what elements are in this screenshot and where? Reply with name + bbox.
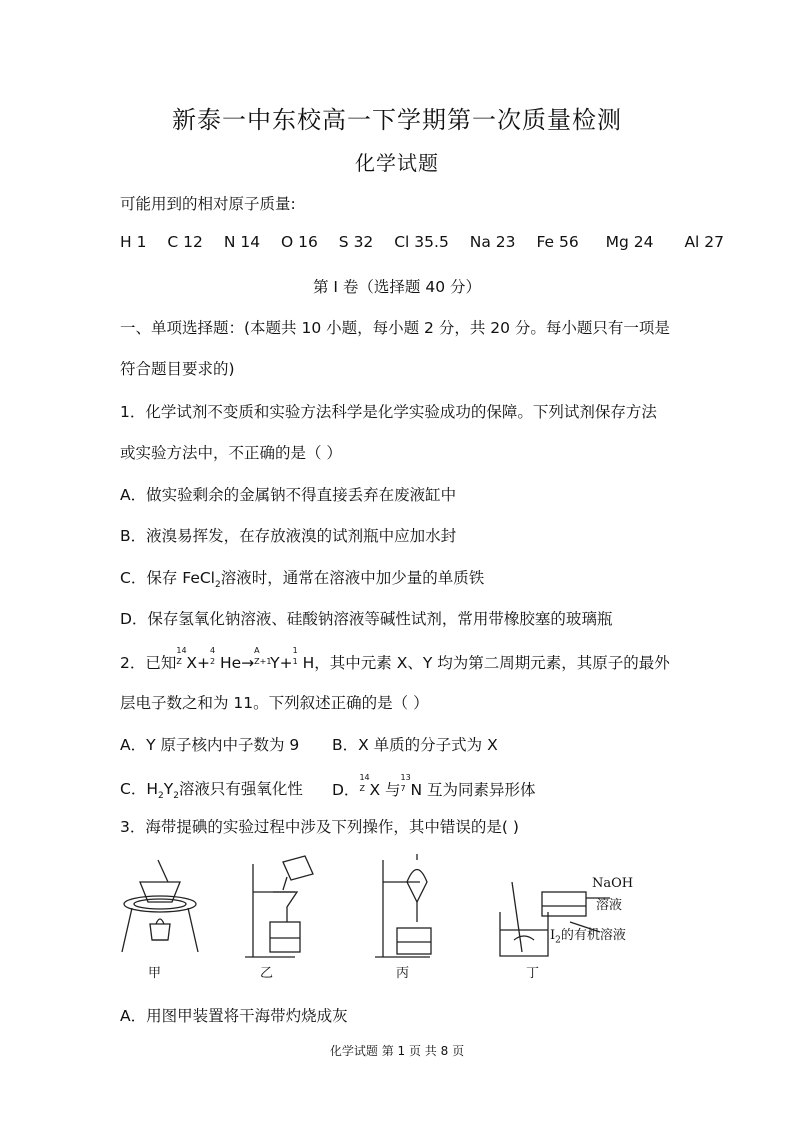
q2-option-d xyxy=(332,773,536,800)
atomic-number: Z xyxy=(176,657,182,666)
atomic-number: Z xyxy=(359,784,365,793)
q3-stem: 3．海带提碘的实验过程中涉及下列操作，其中错误的是( ) xyxy=(120,818,519,836)
atomic-number: 2 xyxy=(209,657,216,666)
subscript: 2 xyxy=(157,791,164,802)
volume-title: 第 I 卷（选择题 40 分） xyxy=(312,278,481,296)
subscript: 2 xyxy=(555,935,561,946)
q1-stem-line1: 1．化学试剂不变质和实验方法科学是化学实验成功的保障。下列试剂保存方法 xyxy=(120,403,657,421)
apparatus-figure xyxy=(110,852,670,982)
mass-item: S 32 xyxy=(338,233,374,251)
figure-label-yi: 乙 xyxy=(260,966,274,981)
q2-option-b: B．X 单质的分子式为 X xyxy=(332,736,498,754)
atomic-mass-list xyxy=(120,233,740,251)
q2-option-d-pre: D． xyxy=(332,781,360,799)
page-footer: 化学试题 第 1 页 共 8 页 xyxy=(329,1044,465,1058)
separatory-funnel-apparatus xyxy=(375,854,431,957)
mass-item: Fe 56 xyxy=(536,233,579,251)
page-subtitle: 化学试题 xyxy=(355,151,439,175)
q2-stem-line2: 层电子数之和为 11。下列叙述正确的是（ ） xyxy=(120,694,429,712)
isotope-notation xyxy=(176,646,187,670)
q1-option-c-sub: 2 xyxy=(214,580,221,591)
q2-option-c xyxy=(120,777,303,801)
q2-pre: 2．已知 xyxy=(120,654,177,672)
part-instructions-line1: 一、单项选择题：(本题共 10 小题，每小题 2 分，共 20 分。每小题只有一项是 xyxy=(120,319,670,337)
q2-symbol-he: He→ xyxy=(219,654,255,672)
mass-number: 14 xyxy=(176,646,187,655)
mass-item: Mg 24 xyxy=(605,233,654,251)
mass-item: O 16 xyxy=(281,233,318,251)
mass-item: N 14 xyxy=(223,233,261,251)
mass-item: Cl 35.5 xyxy=(394,233,449,251)
q2-option-c-mid: Y xyxy=(163,780,174,798)
figure-label-bing: 丙 xyxy=(396,966,410,981)
isotope-notation xyxy=(292,646,303,670)
q2-option-d-post: N 互为同素异形体 xyxy=(410,781,536,799)
q1-option-a: A．做实验剩余的金属钠不得直接丢弃在废液缸中 xyxy=(120,486,457,504)
q2-symbol-h-rest: H，其中元素 X、Y 均为第二周期元素，其原子的最外 xyxy=(302,654,670,672)
q2-stem-line1 xyxy=(120,646,670,673)
isotope-notation xyxy=(209,646,220,670)
atomic-number: 7 xyxy=(400,784,406,793)
isotope-notation xyxy=(400,773,411,797)
q2-option-c-pre: C．H xyxy=(120,780,158,798)
naoh-label: NaOH xyxy=(592,876,634,891)
mass-item: Al 27 xyxy=(684,233,725,251)
part-instructions-line2: 符合题目要求的) xyxy=(120,360,235,378)
mass-item: H 1 xyxy=(120,233,147,251)
atomic-number: 1 xyxy=(292,657,298,666)
q2-option-c-post: 溶液只有强氧化性 xyxy=(178,780,303,798)
iodine-symbol: I xyxy=(550,928,556,943)
q1-option-c-pre: C．保存 FeCl xyxy=(120,569,215,587)
subscript: 2 xyxy=(173,791,179,802)
q2-option-d-mid: X 与 xyxy=(369,781,401,799)
apparatus-drawings xyxy=(110,852,670,982)
q2-option-a: A．Y 原子核内中子数为 9 xyxy=(120,736,300,754)
q1-option-c xyxy=(120,566,484,590)
mass-number: 1 xyxy=(292,646,298,655)
figure-label-ding: 丁 xyxy=(526,966,540,981)
crucible-apparatus xyxy=(122,860,198,952)
iodine-label-rest: 的有机溶液 xyxy=(560,928,626,943)
filtration-apparatus xyxy=(245,856,313,957)
iodine-solution-label xyxy=(550,924,626,946)
mass-number: 14 xyxy=(359,773,370,782)
q2-symbol-x: X+ xyxy=(186,654,210,672)
mass-item: Na 23 xyxy=(469,233,516,251)
mass-number: 4 xyxy=(209,646,216,655)
figure-label-jia: 甲 xyxy=(148,966,162,981)
mass-number: A xyxy=(254,646,260,655)
page-title: 新泰一中东校高一下学期第一次质量检测 xyxy=(172,106,622,134)
mass-number: 13 xyxy=(400,773,411,782)
naoh-solution-label: 溶液 xyxy=(596,898,623,913)
q1-stem-line2: 或实验方法中，不正确的是（ ） xyxy=(120,444,342,462)
q2-symbol-y: Y+ xyxy=(270,654,293,672)
isotope-notation xyxy=(359,773,370,797)
atomic-number: Z+1 xyxy=(254,657,272,666)
q3-option-a: A．用图甲装置将干海带灼烧成灰 xyxy=(120,1007,348,1025)
q1-option-d: D．保存氢氧化钠溶液、硅酸钠溶液等碱性试剂，常用带橡胶塞的玻璃瓶 xyxy=(120,610,613,628)
isotope-notation xyxy=(254,646,272,670)
mass-item: C 12 xyxy=(167,233,203,251)
q1-option-c-post: 溶液时，通常在溶液中加少量的单质铁 xyxy=(220,569,485,587)
atomic-mass-label: 可能用到的相对原子质量: xyxy=(120,195,296,213)
q1-option-b: B．液溴易挥发，在存放液溴的试剂瓶中应加水封 xyxy=(120,527,457,545)
